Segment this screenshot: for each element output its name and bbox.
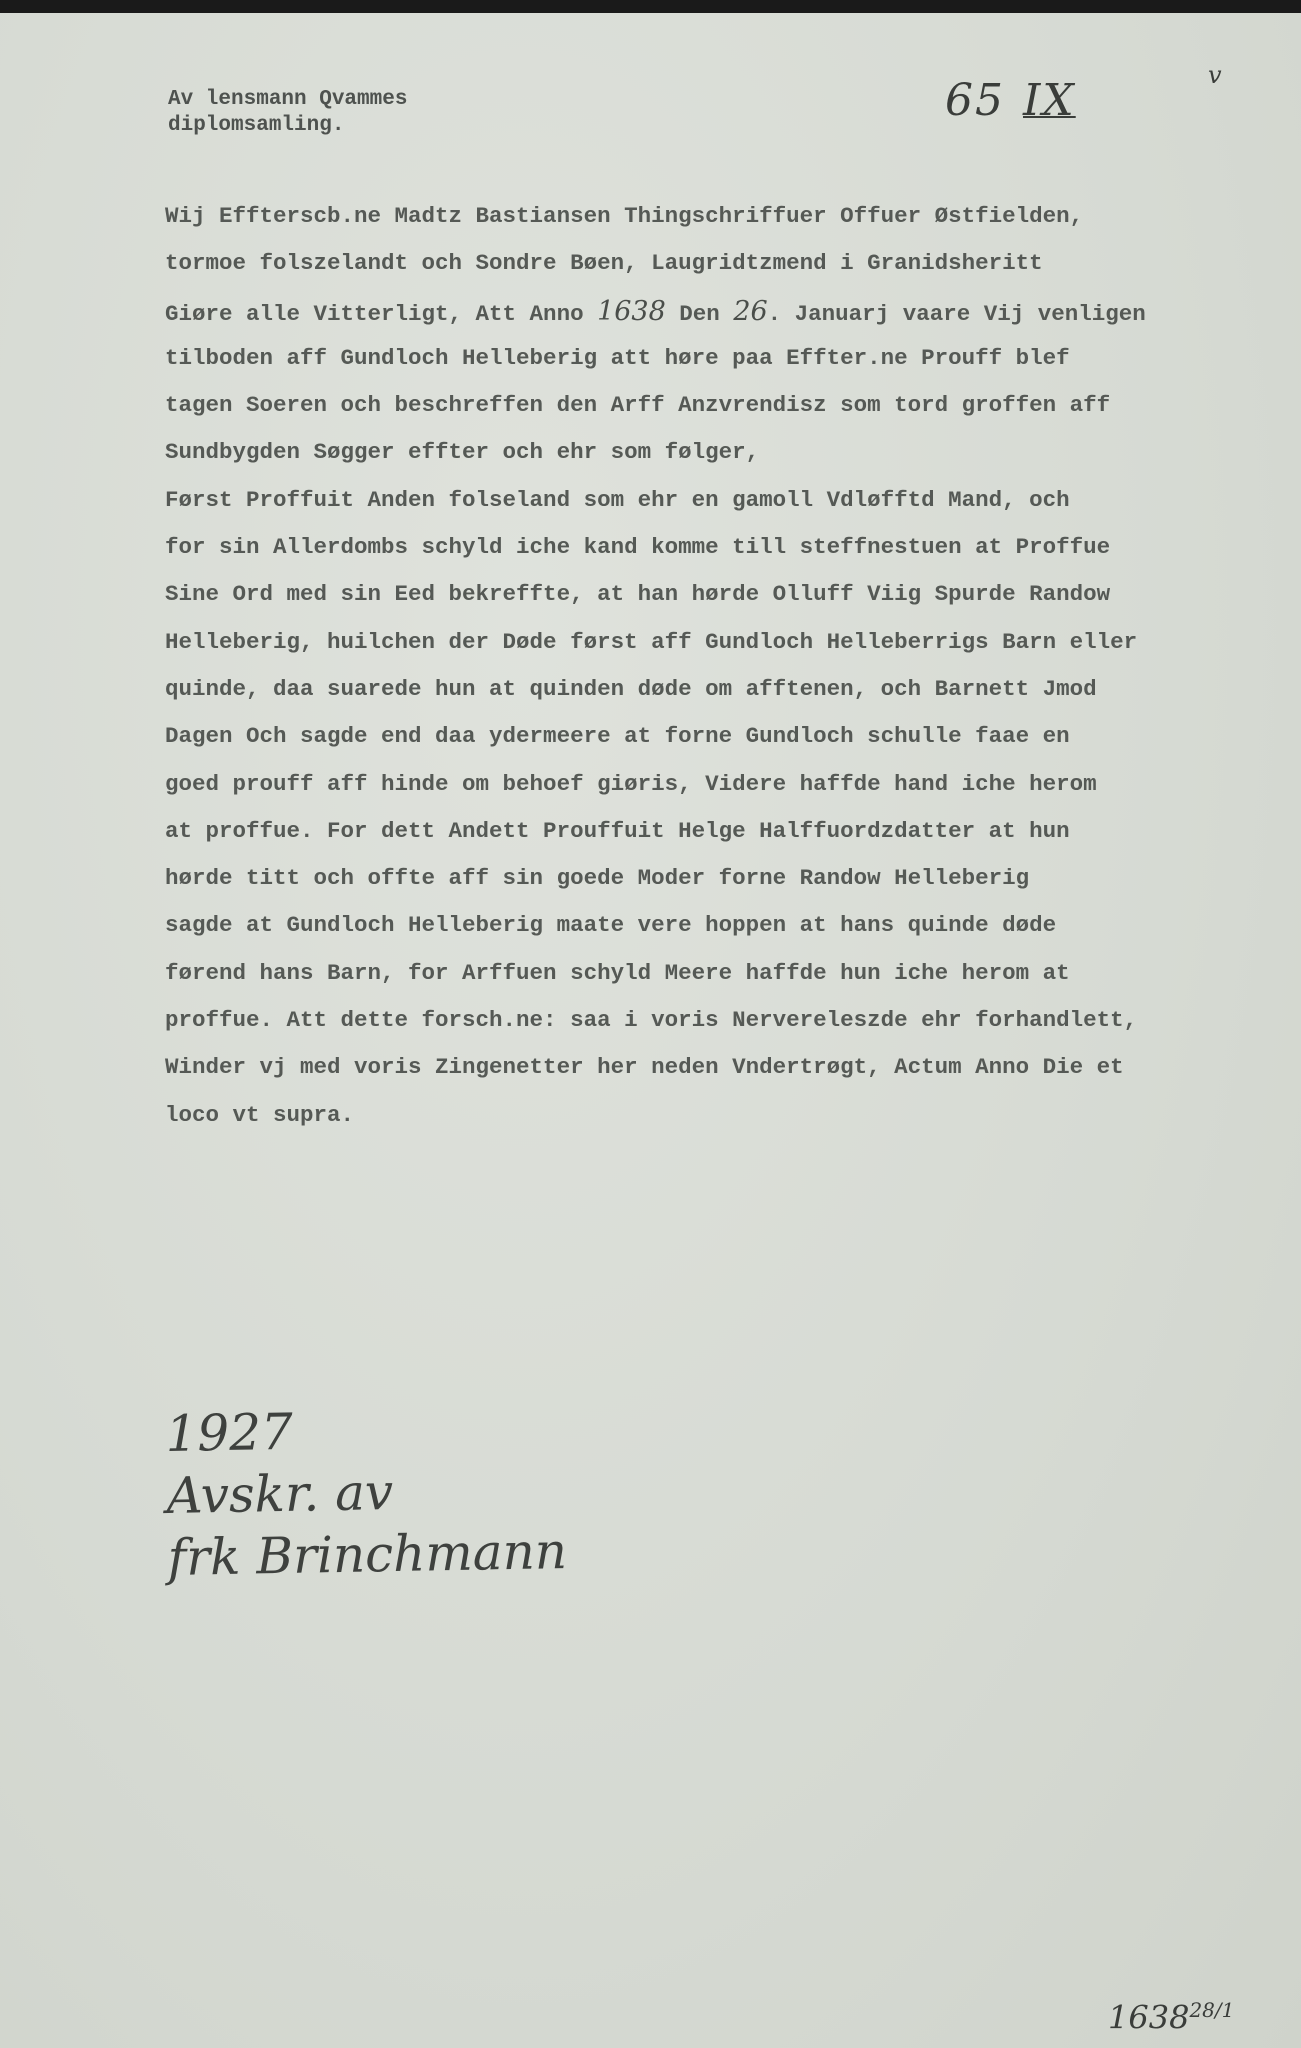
body-line: Winder vj med voris Zingenetter her neden Vndertrøgt, Actum Anno Die et (165, 1054, 1124, 1081)
body-line: Først Proffuit Anden folseland som ehr en gamoll Vdløfftd Mand, och (165, 486, 1070, 513)
body-line: førend hans Barn, for Arffuen schyld Meere haffde hun iche herom at (165, 959, 1070, 986)
body-line: goed prouff aff hinde om behoef giøris, Videre haffde hand iche herom (165, 770, 1097, 797)
body-line: Dagen Och sagde end daa ydermeere at forne Gundloch schulle faae en (165, 723, 1070, 750)
note-transcriber-name: frk Brinchmann (167, 1522, 568, 1587)
footer-day-month: 28/1 (1189, 1998, 1235, 2022)
body-line: Giøre alle Vitterligt, Att Anno 1638 Den 26. Januarj vaare Vij venligen (165, 295, 1146, 327)
body-line: proffue. Att dette forsch.ne: saa i voris Nervereleszde ehr forhandlett, (165, 1007, 1138, 1034)
document-body (165, 193, 1255, 1139)
body-line: tormoe folszelandt och Sondre Bøen, Laugridtzmend i Granidsheritt (165, 250, 1043, 277)
body-line: loco vt supra. (165, 1101, 355, 1128)
body-line: Sine Ord med sin Eed bekreffte, at han hørde Olluff Viig Spurde Randow (165, 581, 1111, 608)
footer-date-number (1108, 1998, 1234, 2037)
document-page (0, 13, 1301, 2048)
header-line-2: diplomsamling. (168, 114, 345, 137)
archive-roman-numeral: IX (1023, 75, 1076, 126)
archive-number-value: 65 (945, 75, 1005, 126)
body-line: tilboden aff Gundloch Helleberig att høre paa Effter.ne Prouff blef (165, 344, 1070, 371)
footer-year: 1638 (1108, 1998, 1190, 2037)
handwritten-note (165, 1396, 567, 1589)
document-header (168, 87, 407, 139)
header-line-1: Av lensmann Qvammes (168, 88, 408, 111)
corner-check-mark: v (1208, 61, 1222, 89)
note-year: 1927 (165, 1402, 294, 1463)
handwritten-year: 1638 (597, 295, 666, 327)
body-line: Sundbygden Søgger effter och ehr som følger, (165, 439, 760, 466)
body-line: at proffue. For dett Andett Prouffuit Helge Halffuordzdatter at hun (165, 817, 1070, 844)
archive-number (945, 75, 1076, 126)
body-line: quinde, daa suarede hun at quinden døde om afftenen, och Barnett Jmod (165, 675, 1097, 702)
handwritten-day: 26 (733, 295, 768, 327)
body-line: tagen Soeren och beschreffen den Arff Anzvrendisz som tord groffen aff (165, 392, 1111, 419)
body-line: hørde titt och offte aff sin goede Moder forne Randow Helleberig (165, 865, 1030, 892)
body-line: Wij Effterscb.ne Madtz Bastiansen Thingschriffuer Offuer Østfielden, (165, 203, 1084, 229)
body-line: Helleberig, huilchen der Døde først aff Gundloch Helleberrigs Barn eller (165, 628, 1138, 655)
body-line: sagde at Gundloch Helleberig maate vere hoppen at hans quinde døde (165, 912, 1057, 939)
body-line: for sin Allerdombs schyld iche kand komme till steffnestuen at Proffue (165, 534, 1111, 561)
note-transcribed-by-label: Avskr. av (166, 1463, 394, 1525)
